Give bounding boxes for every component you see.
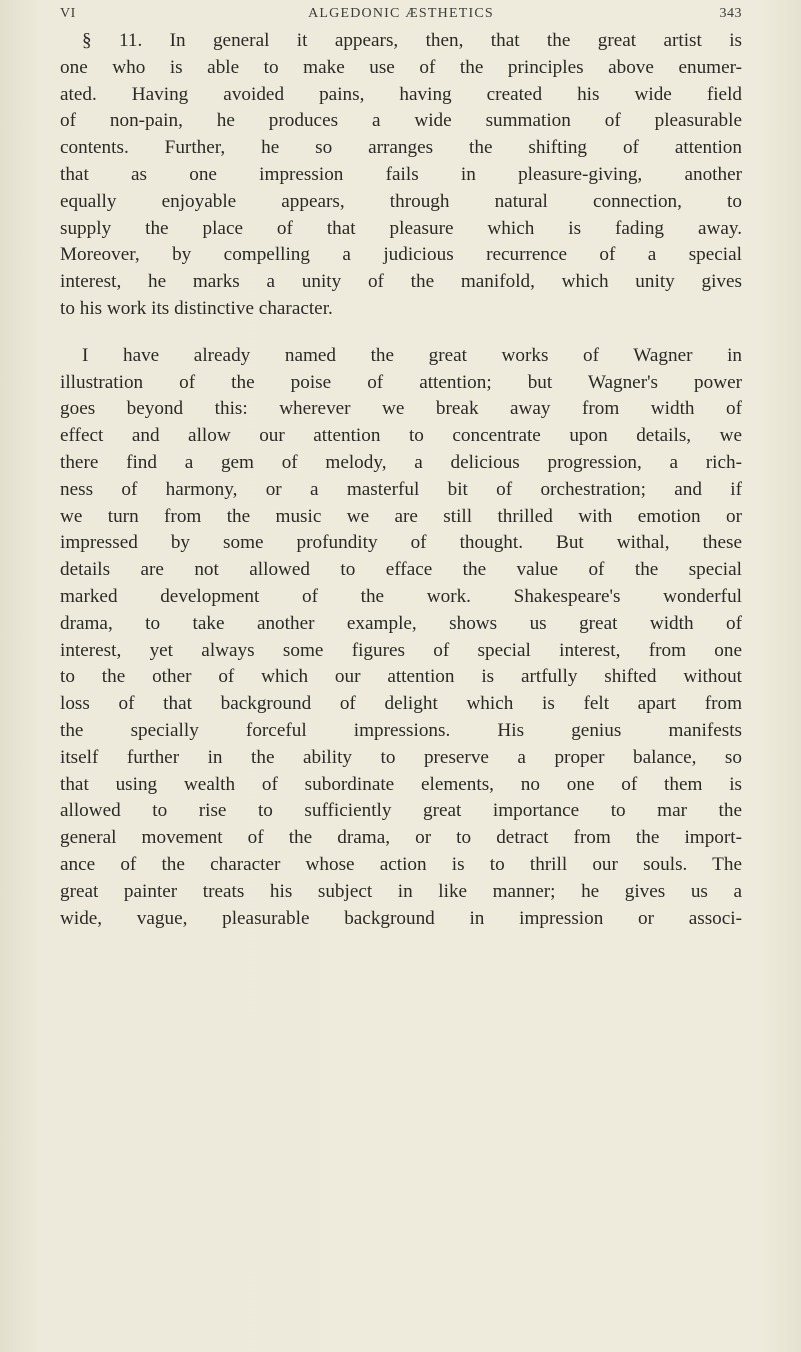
running-head (60, 6, 742, 28)
text-line: general movement of the drama, or to detract from the import- (60, 827, 742, 849)
text-line: illustration of the poise of attention; but Wagner's power (60, 371, 742, 393)
text-line: one who is able to make use of the principles above enumer- (60, 56, 742, 78)
text-line: of non-pain, he produces a wide summation of pleasurable (60, 110, 742, 132)
text-line: the specially forceful impressions. His genius manifests (60, 719, 742, 741)
text-line: great painter treats his subject in like manner; he gives us a (60, 880, 742, 902)
paragraph-wagner-shakespeare (60, 343, 742, 933)
text-line: contents. Further, he so arranges the shifting of attention (60, 137, 742, 159)
running-title: ALGEDONIC ÆSTHETICS (308, 6, 494, 21)
text-line: wide, vague, pleasurable background in impression or associ- (60, 907, 742, 929)
text-line: that using wealth of subordinate elements, no one of them is (60, 773, 742, 795)
paragraph-section-11 (60, 28, 742, 323)
text-line: to his work its distinctive character. (60, 297, 333, 319)
text-line: we turn from the music we are still thrilled with emotion or (60, 505, 742, 527)
text-line: I have already named the great works of Wagner in (82, 344, 742, 366)
text-line: marked development of the work. Shakespeare's wonderful (60, 585, 742, 607)
text-line: effect and allow our attention to concentrate upon details, we (60, 425, 742, 447)
text-line: interest, he marks a unity of the manifold, which unity gives (60, 271, 742, 293)
text-line: Moreover, by compelling a judicious recurrence of a special (60, 244, 742, 266)
text-line: supply the place of that pleasure which is fading away. (60, 217, 742, 239)
text-line: drama, to take another example, shows us great width of (60, 612, 742, 634)
text-line: § 11. In general it appears, then, that the great artist is (82, 30, 742, 51)
text-line: goes beyond this: wherever we break away from width of (60, 398, 742, 420)
paragraph-gap (60, 323, 742, 343)
text-line: impressed by some profundity of thought. But withal, these (60, 532, 742, 554)
text-line: to the other of which our attention is artfully shifted without (60, 666, 742, 688)
text-line: ance of the character whose action is to thrill our souls. The (60, 853, 742, 875)
text-line: interest, yet always some figures of special interest, from one (60, 639, 742, 661)
text-line: there find a gem of melody, a delicious progression, a rich- (60, 451, 742, 473)
chapter-number: VI (60, 6, 76, 21)
body-text (60, 28, 742, 932)
text-line: details are not allowed to efface the value of the special (60, 559, 742, 581)
text-line: that as one impression fails in pleasure-giving, another (60, 163, 742, 185)
text-line: itself further in the ability to preserve a proper balance, so (60, 746, 742, 768)
page-number: 343 (719, 6, 742, 21)
text-line: ness of harmony, or a masterful bit of orchestration; and if (60, 478, 742, 500)
text-line: loss of that background of delight which is felt apart from (60, 693, 742, 715)
text-line: ated. Having avoided pains, having created his wide field (60, 83, 742, 105)
text-line: equally enjoyable appears, through natural connection, to (60, 190, 742, 212)
text-line: allowed to rise to sufficiently great importance to mar the (60, 800, 742, 822)
